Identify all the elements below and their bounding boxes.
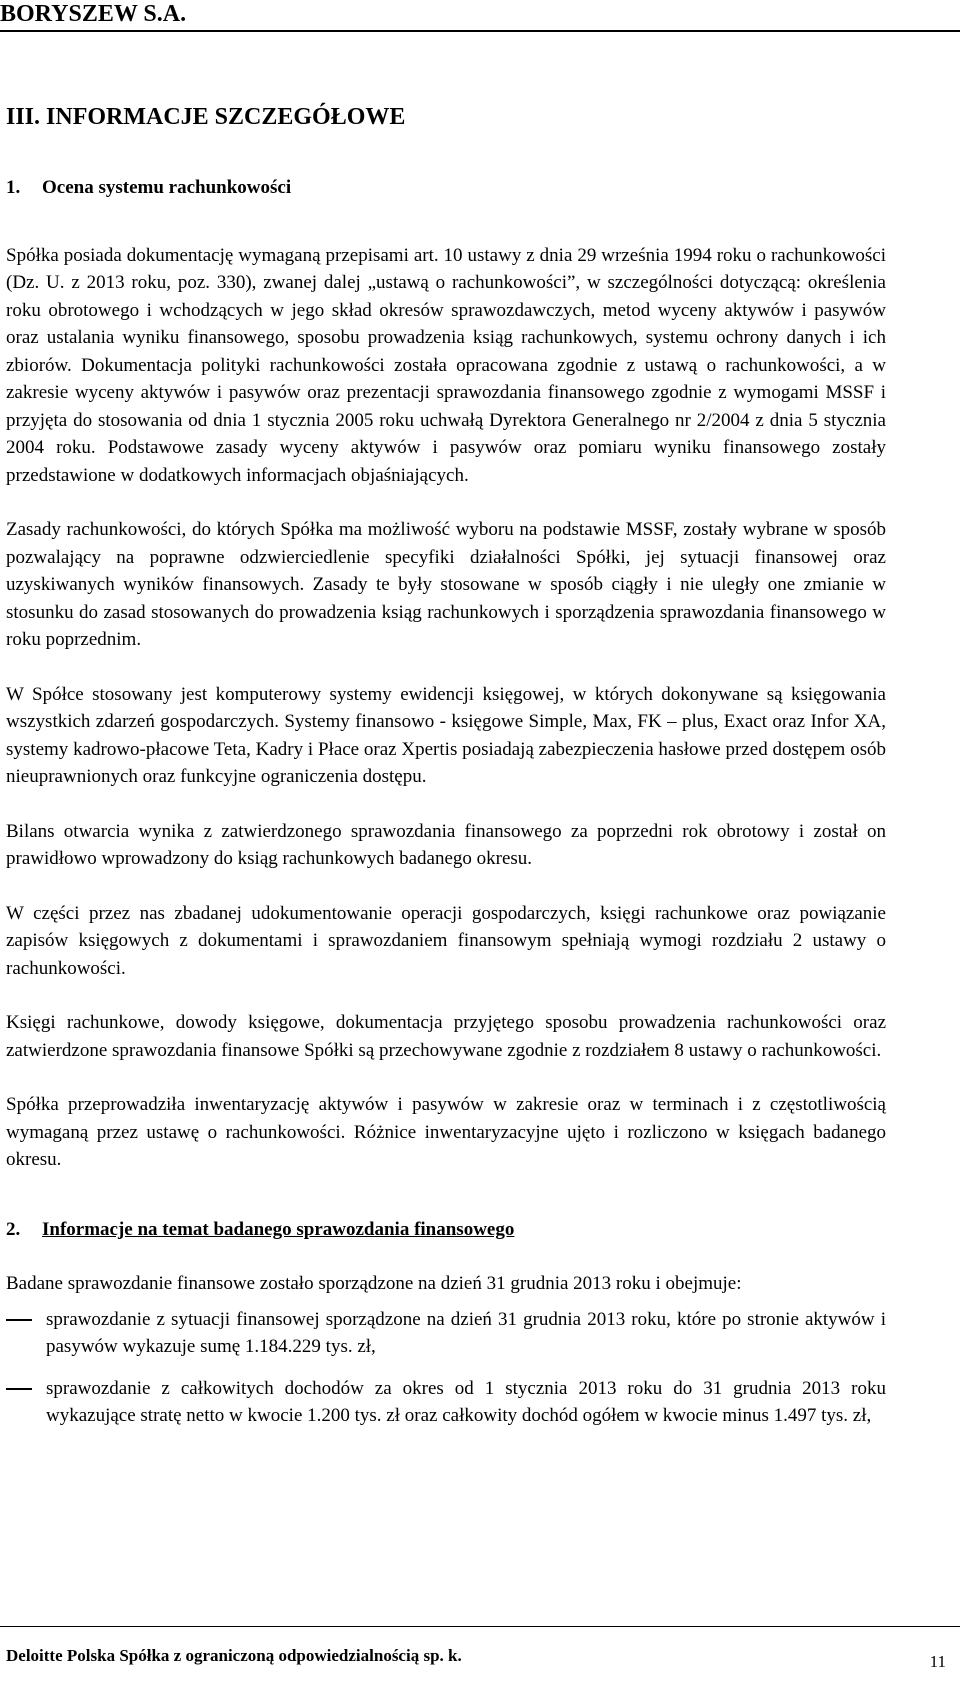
section-title: III. INFORMACJE SZCZEGÓŁOWE — [6, 104, 406, 130]
paragraph-5: W części przez nas zbadanej udokumentowanie operacji gospodarczych, księgi rachunkowe oraz powiązanie zapisów księgowych z dokumentami i sprawozdaniem finansowym spełniają wymogi rozdziału 2 ustawy o rachunkowości. — [6, 902, 886, 979]
intro-paragraph-2: Badane sprawozdanie finansowe zostało sporządzone na dzień 31 grudnia 2013 roku i obejmuje: — [6, 1273, 742, 1294]
page-number: 11 — [929, 1652, 946, 1671]
subsection-2-heading — [6, 1216, 886, 1244]
page-header-company: BORYSZEW S.A. — [0, 1, 187, 27]
list-item — [6, 1306, 886, 1361]
footer-firm-name: Deloitte Polska Spółka z ograniczoną odpowiedzialnością sp. k. — [6, 1646, 462, 1665]
paragraph-6: Księgi rachunkowe, dowody księgowe, dokumentacja przyjętego sposobu prowadzenia rachunkowości oraz zatwierdzone sprawozdania finansowe Spółki są przechowywane zgodnie z rozdziałem 8 ustawy o rachunkowości. — [6, 1012, 886, 1061]
dash-bullet-icon — [6, 1319, 32, 1321]
list-item-text: sprawozdanie z sytuacji finansowej sporządzone na dzień 31 grudnia 2013 roku, które po stronie aktywów i pasywów wykazuje sumę 1.184.229 tys. zł, — [46, 1308, 886, 1357]
subsection-2-number: 2. — [6, 1218, 21, 1240]
paragraph-4: Bilans otwarcia wynika z zatwierdzonego sprawozdania finansowego za poprzedni rok obrotowy i został on prawidłowo wprowadzony do ksiąg rachunkowych badanego okresu. — [6, 820, 886, 869]
paragraph-2: Zasady rachunkowości, do których Spółka ma możliwość wyboru na podstawie MSSF, zostały wybrane w sposób pozwalający na poprawne odzwierciedlenie specyfiki działalności Spółki, jej sytuacji finansowej oraz uzyskiwanych wyników finansowych. Zasady te były stosowane w sposób ciągły i nie uległy one zmianie w stosunku do zasad stosowanych do prowadzenia ksiąg rachunkowych i sporządzenia sprawozdania finansowego w roku poprzednim. — [6, 519, 886, 650]
subsection-2-title: Informacje na temat badanego sprawozdania finansowego — [42, 1218, 515, 1240]
footer-divider — [0, 1626, 960, 1627]
document-body — [6, 174, 886, 1444]
statements-list — [6, 1306, 886, 1430]
paragraph-3: W Spółce stosowany jest komputerowy systemy ewidencji księgowej, w których dokonywane są księgowania wszystkich zdarzeń gospodarczych. Systemy finansowo - księgowe Simple, Max, FK – plus, Exact oraz Infor XA, systemy kadrowo-płacowe Teta, Kadry i Płace oraz Xpertis posiadają zabezpieczenia hasłowe przed dostępem osób nieuprawnionych oraz funkcyjne ograniczenia dostępu. — [6, 683, 886, 787]
paragraph-7: Spółka przeprowadziła inwentaryzację aktywów i pasywów w zakresie oraz w terminach i z częstotliwością wymaganą przez ustawę o rachunkowości. Różnice inwentaryzacyjne ujęto i rozliczono w księgach badanego okresu. — [6, 1094, 886, 1170]
dash-bullet-icon — [6, 1388, 32, 1390]
list-item — [6, 1375, 886, 1430]
header-divider — [0, 30, 960, 32]
list-item-text: sprawozdanie z całkowitych dochodów za okres od 1 stycznia 2013 roku do 31 grudnia 2013 roku wykazujące stratę netto w kwocie 1.200 tys. zł oraz całkowity dochód ogółem w kwocie minus 1.497 tys. zł, — [46, 1377, 886, 1426]
paragraph-1: Spółka posiada dokumentację wymaganą przepisami art. 10 ustawy z dnia 29 września 1994 roku o rachunkowości (Dz. U. z 2013 roku, poz. 330), zwanej dalej „ustawą o rachunkowości”, w szczególności dotyczącą: określenia roku obrotowego i wchodzących w jego skład okresów sprawozdawczych, metod wyceny aktywów i pasywów oraz ustalania wyniku finansowego, sposobu prowadzenia ksiąg rachunkowych, systemu ochrony danych i ich zbiorów. Dokumentacja polityki rachunkowości została opracowana zgodnie z ustawą o rachunkowości, a w zakresie wyceny aktywów i pasywów oraz prezentacji sprawozdania finansowego zgodnie z wymogami MSSF i przyjęta do stosowania od dnia 1 stycznia 2005 roku uchwałą Dyrektora Generalnego nr 2/2004 z dnia 5 stycznia 2004 roku. Podstawowe zasady wyceny aktywów i pasywów oraz pomiaru wyniku finansowego zostały przedstawione w dodatkowych informacjach objaśniających. — [6, 244, 886, 486]
subsection-1-heading — [6, 174, 886, 202]
subsection-1-number: 1. — [6, 177, 21, 198]
subsection-1-title: Ocena systemu rachunkowości — [42, 177, 292, 198]
